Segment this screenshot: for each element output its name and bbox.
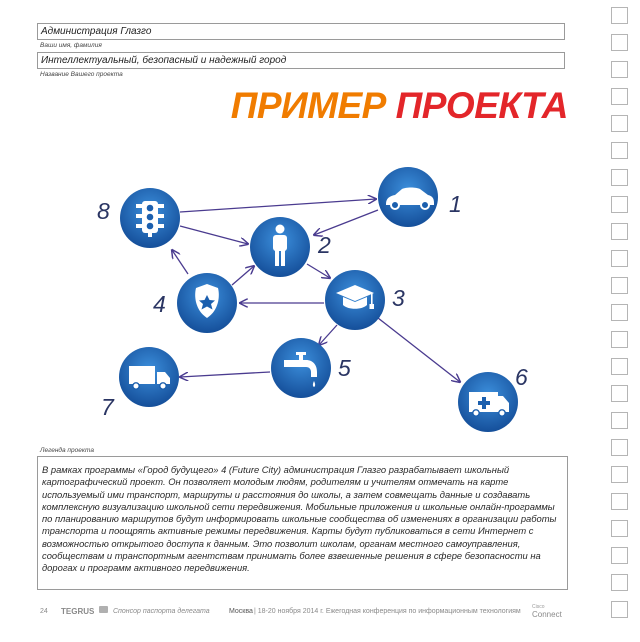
checkbox [611, 358, 628, 375]
checkbox [611, 61, 628, 78]
checkbox [611, 466, 628, 483]
legend-label: Легенда проекта [40, 447, 94, 454]
checkbox [611, 601, 628, 618]
node-7-number: 7 [101, 394, 114, 420]
node-5-number: 5 [338, 355, 351, 381]
page-title-word-2: ПРОЕКТА [395, 85, 568, 126]
checkbox [611, 574, 628, 591]
footer [40, 605, 568, 619]
checkbox [611, 7, 628, 24]
checkbox [611, 304, 628, 321]
name-field-label: Ваши имя, фамилия [40, 42, 102, 49]
checkbox [611, 34, 628, 51]
node-3-number: 3 [392, 285, 405, 311]
checkbox [611, 250, 628, 267]
footer-logo-top: Cisco [532, 604, 545, 610]
node-5 [271, 338, 351, 398]
footer-city: Москва [229, 608, 253, 615]
node-3 [325, 270, 405, 330]
checkbox [611, 547, 628, 564]
node-1-number: 1 [449, 191, 462, 217]
footer-sponsor: Спонсор паспорта делегата [113, 608, 210, 615]
checkbox [611, 196, 628, 213]
node-2-number: 2 [318, 232, 331, 258]
arrow-4-to-2 [232, 266, 254, 285]
checkbox [611, 331, 628, 348]
arrow-2-to-3 [307, 264, 330, 278]
arrow-8-to-2 [180, 226, 248, 244]
checkbox [611, 88, 628, 105]
project-name-label: Название Вашего проекта [40, 71, 123, 78]
checkbox [611, 142, 628, 159]
arrow-5-to-7 [180, 372, 270, 377]
arrow-3-to-6 [378, 318, 460, 382]
checkbox [611, 169, 628, 186]
page-title [231, 84, 568, 128]
page-title-word-1: ПРИМЕР [230, 85, 386, 126]
footer-event: | 18-20 ноября 2014 г. Ежегодная конференция по информационным технологиям [254, 608, 521, 615]
node-7 [101, 347, 179, 420]
node-6-number: 6 [515, 364, 528, 390]
flag-icon [99, 606, 108, 613]
node-8-number: 8 [97, 198, 110, 224]
node-2 [250, 217, 331, 277]
page-number: 24 [40, 608, 48, 615]
checkbox [611, 277, 628, 294]
footer-logo-bottom: Connect [532, 610, 562, 619]
arrow-3-to-5 [319, 325, 337, 345]
node-4-number: 4 [153, 291, 166, 317]
arrow-8-to-1 [180, 199, 376, 212]
legend-text: В рамках программы «Город будущего» 4 (Future City) администрация Глазго разрабатывает школьный картографический проект. Он позволяет молодым людям, родителям и учителям отмечать на карте используемый ими транспорт, маршруты и расстояния до школы, а затем совмещать данные и создавать комплексную визуализацию школьной сети передвижения. Мобильные приложения и школьные онлайн-программы по планированию маршрутов будут информировать школьные сообщества об изменениях в организации работы транспорта и поощрять активные режимы передвижения. Карты будут публиковаться в сети Интернет с возможностью открытого доступа к данным. Это позволит школам, органам местного самоуправления, сообществам и транспортным агентствам принимать более взвешенные решения в сфере безопасности на дорогах и программ активного передвижения. [37, 456, 568, 590]
checkbox [611, 412, 628, 429]
checkbox-column [606, 0, 634, 642]
checkbox [611, 223, 628, 240]
node-1 [378, 167, 462, 227]
arrow-4-to-8 [172, 250, 188, 274]
checkbox [611, 520, 628, 537]
checkbox [611, 439, 628, 456]
checkbox [611, 115, 628, 132]
checkbox [611, 493, 628, 510]
node-4 [153, 273, 237, 333]
checkbox [611, 385, 628, 402]
footer-brand: TEGRUS [61, 607, 95, 616]
project-diagram [0, 150, 600, 445]
node-6 [458, 364, 528, 432]
name-field: Администрация Глазго [37, 23, 565, 40]
node-8 [97, 188, 180, 248]
project-name-field: Интеллектуальный, безопасный и надежный город [37, 52, 565, 69]
